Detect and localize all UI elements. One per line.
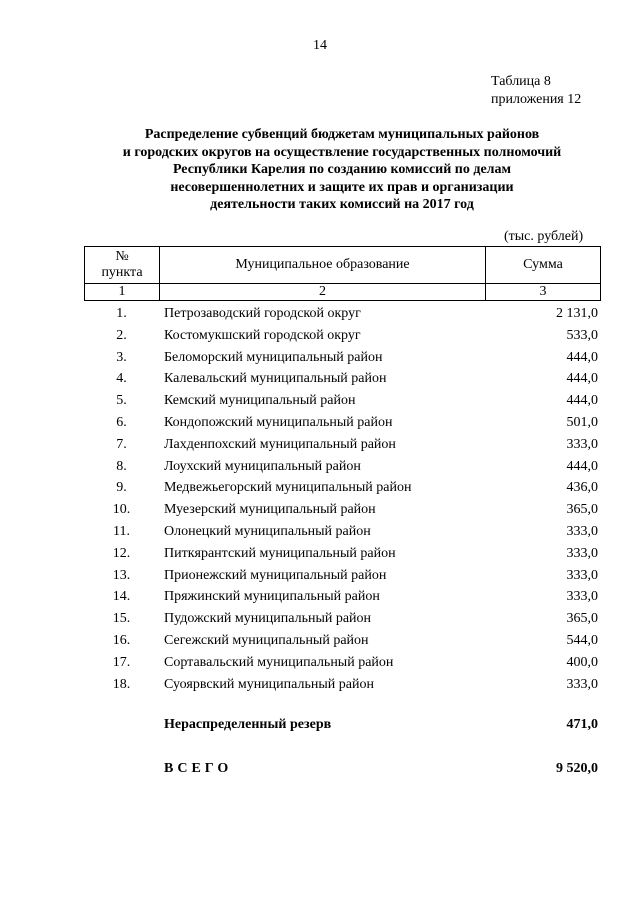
table-reference	[491, 73, 581, 109]
row-number: 4.	[116, 371, 127, 387]
row-municipality: Беломорский муниципальный район	[164, 349, 383, 365]
table-reference-line: Таблица 8	[491, 74, 551, 89]
row-municipality: Сегежский муниципальный район	[164, 632, 369, 648]
header-number-symbol: №	[115, 249, 129, 264]
table-row	[84, 412, 600, 434]
row-number: 7.	[116, 436, 127, 452]
table-body	[84, 303, 600, 695]
column-number: 2	[160, 284, 486, 301]
row-municipality: Калевальский муниципальный район	[164, 371, 387, 387]
title-line: несовершеннолетних и защите их прав и организации	[170, 179, 514, 195]
reserve-value: 471,0	[566, 717, 598, 732]
total-label: ВСЕГО	[164, 761, 233, 776]
table-row	[84, 477, 600, 499]
table-row	[84, 652, 600, 674]
row-municipality: Лахденпохский муниципальный район	[164, 436, 396, 452]
row-municipality: Петрозаводский городской округ	[164, 306, 361, 321]
table-row	[84, 608, 600, 630]
header-municipality: Муниципальное образование	[160, 247, 486, 284]
row-sum: 333,0	[566, 545, 598, 561]
total-value: 9 520,0	[556, 761, 598, 776]
row-sum: 444,0	[566, 371, 598, 387]
row-number: 6.	[116, 414, 127, 430]
row-sum: 333,0	[566, 436, 598, 452]
row-sum: 333,0	[566, 523, 598, 539]
table-row	[84, 630, 600, 652]
table-row	[84, 586, 600, 608]
title-line: Распределение субвенций бюджетам муниципальных районов	[144, 127, 540, 142]
row-number: 16.	[112, 632, 131, 648]
table-reference-line: приложения 12	[491, 92, 582, 107]
row-number: 1.	[116, 306, 127, 321]
units-label: (тыс. рублей)	[504, 229, 584, 244]
row-number: 15.	[112, 611, 131, 627]
header-item-number	[85, 247, 160, 284]
row-sum: 436,0	[566, 480, 598, 496]
row-municipality: Олонецкий муниципальный район	[164, 523, 371, 539]
title-line: Республики Карелия по созданию комиссий по делам	[172, 162, 512, 177]
row-sum: 501,0	[566, 414, 598, 430]
row-municipality: Питкярантский муниципальный район	[164, 545, 396, 561]
row-number: 10.	[112, 502, 131, 518]
row-number: 2.	[116, 327, 127, 343]
row-municipality: Пряжинский муниципальный район	[164, 589, 380, 605]
table-row	[84, 303, 600, 325]
row-municipality: Суоярвский муниципальный район	[164, 676, 374, 692]
table-row	[84, 499, 600, 521]
table-row	[84, 390, 600, 412]
row-municipality: Кемский муниципальный район	[164, 393, 356, 409]
header-sum: Сумма	[486, 247, 601, 284]
row-sum: 2 131,0	[556, 306, 598, 321]
table-row	[84, 434, 600, 456]
row-sum: 365,0	[566, 611, 598, 627]
row-number: 3.	[116, 349, 127, 365]
row-number: 9.	[116, 480, 127, 496]
row-number: 18.	[112, 676, 131, 692]
document-title	[60, 126, 624, 214]
row-municipality: Кондопожский муниципальный район	[164, 414, 393, 430]
row-municipality: Медвежьегорский муниципальный район	[164, 480, 412, 496]
column-number: 3	[486, 284, 601, 301]
row-sum: 333,0	[566, 567, 598, 583]
row-number: 12.	[112, 545, 131, 561]
table-row	[84, 543, 600, 565]
table-row	[84, 325, 600, 347]
reserve-label: Нераспределенный резерв	[164, 717, 332, 732]
row-sum: 333,0	[566, 676, 598, 692]
title-line: и городских округов на осуществление государственных полномочий	[122, 144, 562, 160]
table-row	[84, 521, 600, 543]
title-line: деятельности таких комиссий на 2017 год	[210, 197, 474, 212]
row-municipality: Пудожский муниципальный район	[164, 611, 372, 627]
table-row	[84, 456, 600, 478]
row-sum: 544,0	[566, 632, 598, 648]
table-row	[84, 674, 600, 696]
row-municipality: Сортавальский муниципальный район	[164, 654, 394, 670]
table-row	[84, 565, 600, 587]
row-number: 5.	[116, 393, 127, 409]
row-sum: 400,0	[566, 654, 598, 670]
table-header	[84, 246, 601, 301]
row-sum: 444,0	[566, 458, 598, 474]
row-municipality: Костомукшский городской округ	[164, 327, 361, 343]
column-number: 1	[85, 284, 160, 301]
row-sum: 365,0	[566, 502, 598, 518]
row-municipality: Лоухский муниципальный район	[164, 458, 361, 474]
row-sum: 444,0	[566, 349, 598, 365]
row-sum: 533,0	[566, 327, 598, 343]
table-row	[84, 347, 600, 369]
header-number-word: пункта	[101, 265, 143, 280]
row-sum: 333,0	[566, 589, 598, 605]
page-number: 14	[313, 38, 327, 53]
row-number: 17.	[112, 654, 131, 670]
row-number: 11.	[113, 523, 130, 539]
row-municipality: Прионежский муниципальный район	[164, 567, 387, 583]
row-number: 8.	[116, 458, 127, 474]
row-number: 14.	[112, 589, 131, 605]
row-sum: 444,0	[566, 393, 598, 409]
row-municipality: Муезерский муниципальный район	[164, 502, 376, 518]
table-row	[84, 368, 600, 390]
row-number: 13.	[112, 567, 131, 583]
